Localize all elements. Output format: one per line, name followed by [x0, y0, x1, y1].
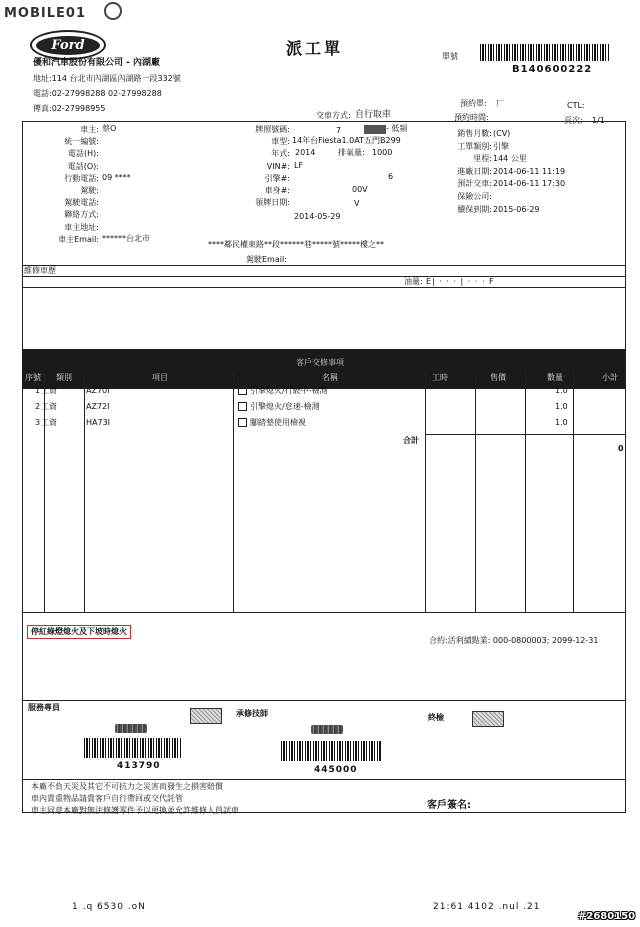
driver-email-label: 駕駛Email:: [246, 255, 287, 264]
total-value: 0: [618, 444, 624, 453]
col-item: 項目: [152, 373, 168, 382]
issue-date-value: 2014-05-29: [294, 212, 341, 221]
col-price: 售價: [490, 373, 506, 382]
phone-h-label: 電話(H):: [68, 149, 99, 159]
items-section-title: 客戶交修事項: [296, 358, 344, 367]
tech-code: 445000: [314, 765, 358, 775]
vin-value: LF: [294, 161, 304, 170]
appointment-label: 預約單:: [460, 99, 487, 108]
owner-value: 蔡O: [102, 124, 117, 133]
body-value: V: [354, 199, 360, 208]
customer-remark: 停紅綠燈熄火及下坡時熄火: [27, 625, 131, 639]
appointment-value: 厂: [496, 99, 504, 108]
col-no: 序號: [25, 373, 41, 382]
advisor-barcode: [84, 738, 182, 758]
service-values: [493, 128, 565, 216]
ctl-label: CTL:: [567, 101, 585, 110]
year-label: 年式:: [271, 149, 290, 159]
mobile-value: 09 ****: [102, 173, 131, 182]
vin-label: VIN#:: [266, 161, 290, 171]
ford-logo: Ford: [30, 30, 106, 60]
out-date-value: 2014-06-11 17:30: [493, 179, 566, 189]
ins-expiry-value: 2015-06-29: [493, 204, 540, 214]
document-title: 派工單: [286, 39, 344, 58]
in-date-value: 2014-06-11 11:19: [493, 166, 566, 176]
model-label: 車型:: [271, 137, 290, 147]
engine-label: 引擎#:: [264, 173, 290, 183]
tech-barcode: [281, 741, 381, 761]
col-desc: 名稱: [322, 373, 338, 382]
body-label: 車身#:: [264, 186, 290, 196]
service-labels: [424, 128, 492, 216]
owner-label: 車主:: [80, 125, 99, 134]
engine-value: 00V: [352, 185, 368, 194]
contact-label: 聯絡方式:: [64, 210, 99, 220]
divider: [22, 287, 625, 288]
watermark-bottom: #2680150: [578, 911, 636, 922]
page-value: 1/1: [592, 116, 605, 125]
inspect-label: 終檢: [428, 713, 444, 722]
mobile01-watermark: [4, 2, 129, 24]
divider: [22, 265, 625, 266]
logo-circle-icon: [104, 2, 122, 20]
appointment-time-label: 預約時間:: [454, 113, 489, 122]
col-qty: 數量: [547, 373, 563, 382]
doc-number-label: 單號: [442, 52, 458, 61]
cc-value: 1000: [372, 148, 393, 157]
row-checkbox[interactable]: [238, 386, 247, 395]
order-type-value: 引擎: [493, 141, 509, 151]
doc-number-barcode: [480, 44, 610, 61]
tax-id-label: 統一編號:: [64, 137, 99, 147]
table-row: 1 工資 AZ70I 引擎熄火/行駛中-檢測 1.0: [35, 386, 568, 395]
fax-footer-right: 21:61 4102 .nul .21: [433, 902, 541, 912]
issue-date-label: 領牌日期:: [255, 198, 290, 208]
divider: [22, 276, 625, 277]
in-date-label: 進廠日期:: [457, 166, 492, 176]
disclaimer-line-2: 車內貴重物品請貴客戶自行帶回或交代託管: [31, 794, 183, 803]
vin-tail: 6: [388, 172, 394, 181]
pickup-value: 自行取車: [355, 110, 392, 120]
customer-labels: [22, 124, 99, 246]
total-label: 合計: [403, 436, 419, 445]
insurer-label: 保險公司:: [457, 191, 492, 201]
sales-month-label: 銷售月數:: [457, 129, 492, 138]
pickup-label: 交車方式:: [316, 111, 351, 120]
items-header-row: [22, 372, 625, 385]
tech-label: 承修技師: [236, 709, 268, 718]
watermark-brand: MOBILE01: [4, 6, 86, 21]
divider: [22, 700, 625, 701]
plate-value: 7: [336, 126, 342, 135]
customer-signature-label: 客戶簽名:: [427, 800, 471, 811]
tech-signature: [311, 725, 343, 734]
fuel-label: 油量:: [404, 277, 423, 286]
driver-phone-label: 駕駛電話:: [64, 198, 99, 208]
driver-label: 駕駛:: [80, 186, 99, 196]
sales-month-value: (CV): [493, 129, 511, 138]
ins-expiry-label: 續保到期:: [457, 204, 492, 214]
address-value-2: ****鄰民權東路**段******巷*****號*****樓之**: [208, 240, 384, 249]
company-address: 地址:114 台北市內湖區內湖路一段332號: [33, 74, 181, 83]
disclaimer-line-3: 車主同意本廠對無法修護零件予以更換並允許維修人員試車: [31, 806, 239, 815]
mileage-value: 144 公里: [493, 154, 527, 164]
mobile-label: 行動電話:: [64, 173, 99, 183]
advisor-label: 服務專員: [28, 703, 60, 712]
cc-label: 排氣量:: [338, 148, 365, 157]
form-frame: [22, 121, 626, 813]
page-label: 頁次:: [564, 116, 583, 125]
contract-note: 合約:活利績點業: 000-0800003; 2099-12-31: [429, 636, 599, 645]
col-hours: 工時: [432, 373, 448, 382]
year-value: 2014: [295, 148, 316, 157]
email-label: 車主Email:: [58, 234, 99, 244]
total-rule: [425, 434, 625, 435]
order-type-label: 工單類別:: [457, 141, 492, 151]
advisor-signature: [115, 724, 147, 733]
phone-o-label: 電話(O):: [67, 161, 99, 171]
divider: [22, 612, 625, 613]
row-checkbox[interactable]: [238, 402, 247, 411]
company-phone: 電話:02-27998288 02-27998288: [33, 89, 162, 98]
repair-history-label: 維修車歷: [24, 266, 56, 275]
vehicle-labels: [222, 124, 290, 209]
col-type: 類別: [56, 373, 72, 382]
plate-label: 牌照號碼:: [255, 125, 290, 134]
plate-color: - 低頻: [386, 124, 408, 133]
doc-number: B140600222: [512, 64, 593, 75]
model-value: 14年台Fiesta1.0AT五門B299: [292, 136, 401, 145]
inspect-stamp: [472, 711, 504, 727]
address-value: ******台北市: [102, 234, 150, 243]
divider: [22, 779, 625, 780]
fax-footer-left: 1 .q 6530 .oN: [72, 902, 146, 912]
advisor-code: 413790: [117, 761, 161, 771]
col-subtotal: 小計: [602, 373, 618, 382]
row-checkbox[interactable]: [238, 418, 247, 427]
plate-redaction: [364, 125, 386, 134]
out-date-label: 預計交車:: [457, 179, 492, 189]
table-row: 2 工資 AZ72I 引擎熄火/怠速-檢測 1.0: [35, 402, 568, 411]
disclaimer-line-1: 本廠不負天災及其它不可抗力之災害而發生之損害賠償: [31, 782, 223, 791]
company-name: 優和汽車股份有限公司 - 內湖廠: [33, 58, 161, 68]
advisor-stamp: [190, 708, 222, 724]
address-label: 車主地址:: [64, 222, 99, 232]
company-fax: 傳真:02-27998955: [33, 104, 106, 113]
fuel-gauge: E| · · · | · · · F: [426, 277, 495, 286]
table-row: 3 工資 HA73I 腳踏墊使用檢視 1.0: [35, 418, 568, 427]
mileage-label: 里程:: [473, 154, 492, 164]
